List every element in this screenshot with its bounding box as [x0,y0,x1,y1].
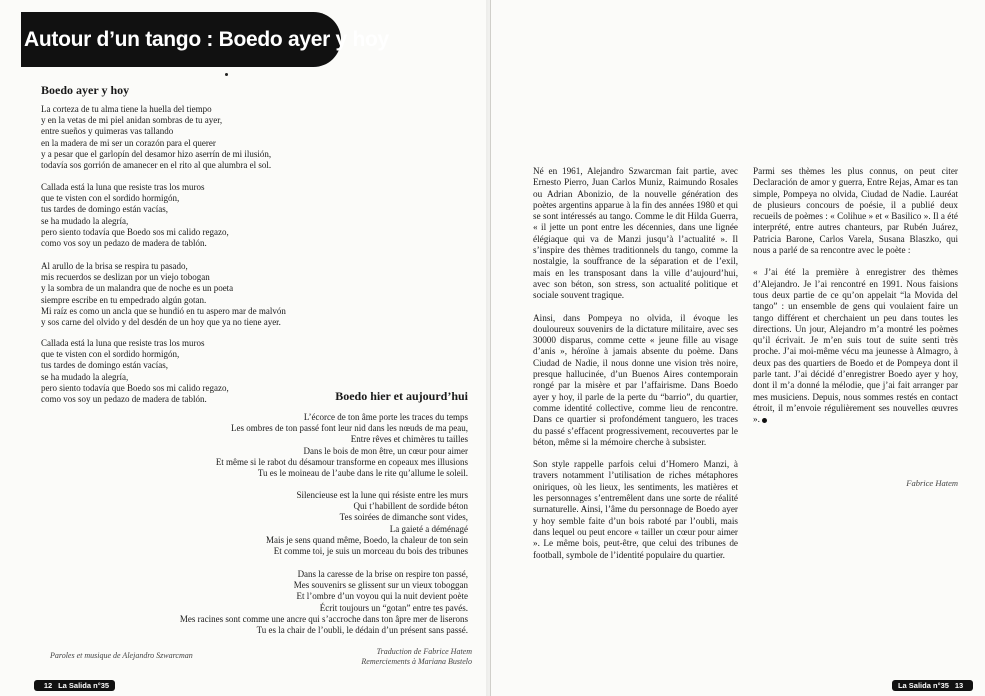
poem-line: que te visten con el sordido hormigón, [41,193,180,204]
spanish-poem-title: Boedo ayer y hoy [41,83,130,97]
poem-line: como vos soy un pedazo de madera de tablón. [41,238,207,249]
poem-line: Mi raíz es como un ancla que se hundió en tu aspero mar de malvón [41,305,286,316]
paragraph: Parmi ses thèmes les plus connus, on peut citer Declaración de amor y guerra, Entre Rejas, Amar es tan simple, Pompeya no olvida, Ciudad de Nadie. Lauréat de plusieurs concours de poésie, il a publié deux recueils de poèmes : « Colihue » et « Basilico ». Il a été interprété, entre autres chanteurs, par Rubén Juárez, Patricia Barone, Carlos Varela, Susana Blaszko, qui nous a parlé de sa rencontre avec le poète : [753,166,958,256]
left-page [0,0,491,696]
footer-right [892,680,973,691]
french-stanza-2 [266,490,468,557]
poem-line: Dans la caresse de la brise on respire ton passé, [297,569,468,579]
poem-line: Dans le bois de mon être, un cœur pour aimer [303,445,468,456]
poem-line: La gaieté a déménagé [389,523,468,534]
right-page [491,0,985,696]
poem-line: todavía sos gorrión de amanecer en el rito al que alumbra el sol. [41,160,272,171]
poem-line: Qui t’habillent de sordide béton [353,501,468,512]
poem-line: que te visten con el sordido hormigón, [41,349,180,360]
footer-left [34,680,115,691]
poem-line: Tu es la chair de l’oubli, le dédain d’un présent sans passé. [256,625,468,636]
poem-line: siempre escribe en tu empedrado algún gotan. [41,294,207,305]
magazine-name-right: La Salida n°35 [897,681,949,690]
poem-line: se ha mudado la alegría, [41,215,129,226]
end-of-article-icon [762,418,767,423]
paragraph: Né en 1961, Alejandro Szwarcman fait partie, avec Ernesto Pierro, Juan Carlos Muniz, Raimundo Rosales ou Adrian Abonizio, de la nouvelle génération des poètes argentins apparue à la fin des années 1980 et qui se sont intéressés au tango. Comme le dit Hilda Guerra, « il jette un pont entre les décennies, dans une lignée élégiaque qui va de Manzi jusqu’à l’actualité ». Il s’inspire des thèmes traditionnels du tango, comme la nostalgie, la souffrance de la séparation et de l’exil, mais en les transposant dans la ville d’aujourd’hui, avec son béton, son stress, son actualité politique et sociale souvent tragique. [533,166,738,301]
poem-line: Écrit toujours un “gotan” entre tes pavés. [319,602,468,613]
poem-line: en la madera de mi ser un corazón para el querer [41,137,216,148]
poem-line: mis recuerdos se deslizan por un viejo tobogan [41,272,210,283]
paragraph: Ainsi, dans Pompeya no olvida, il évoque les douloureux souvenirs de la dictature militaire, avec ses 30000 disparus, comme cette « jeune fille au visage d’anis », héroïne à jamais absente du poème. Dans Ciudad de Nadie, il nous donne une vision très noire, presque hallucinée, d’un Buenos Aires contemporain rongé par la misère et par l’affairisme. Dans Boedo ayer y hoy, il parle de la perte du “barrio”, du quartier, comme identité collective, comme lieu de rencontre. Dans ce quartier si profondément tanguero, les traces du passé s’effacent progressivement, recouvertes par le béton, même si la mémoire cherche à subsister. [533,312,738,447]
poem-line: Entre rêves et chimères tu tailles [350,434,468,445]
page-number-left: 12 [43,681,53,690]
poem-line: y la sombra de un malandra que de noche es un poeta [41,283,234,294]
translation-credit [361,647,472,667]
lyrics-credit: Paroles et musique de Alejandro Szwarcman [50,651,193,660]
spanish-stanza-1 [41,104,271,171]
poem-line: Tu es le moineau de l’aube dans le rite qu’allume le soleil. [257,468,468,479]
french-stanza-1 [216,412,468,479]
article-title-banner [21,12,389,67]
poem-line: como vos soy un pedazo de madera de tablón. [41,394,207,405]
page-number-right: 13 [954,681,964,690]
poem-line: L’écorce de ton âme porte les traces du temps [303,412,468,422]
poem-line: Mes souvenirs se glissent sur un vieux toboggan [293,580,468,591]
article-title: Autour d’un tango : Boedo ayer y hoy [24,27,389,51]
poem-line: Callada está la luna que resiste tras los muros [41,182,205,192]
poem-line: y a pesar que el garlopín del desamor hizo aserrín de mi ilusión, [41,148,272,159]
poem-line: tus tardes de domingo están vacías, [41,204,168,215]
paragraph [753,267,958,425]
translation-credit-line: Traduction de Fabrice Hatem [376,647,472,656]
article-column-1 [533,166,738,572]
spanish-stanza-3 [41,261,286,328]
poem-line: Mes racines sont comme une ancre qui s’accroche dans ton âpre mer de liserons [179,613,468,624]
article-column-2 [753,166,958,437]
poem-line: Al arullo de la brisa se respira tu pasado, [41,261,188,271]
poem-line: Et comme toi, je suis un morceau du bois des tribunes [273,546,468,557]
poem-line: se ha mudado la alegría, [41,371,129,382]
paragraph: Son style rappelle parfois celui d’Homero Manzi, à travers notamment l’utilisation de riches métaphores oniriques, où les lieux, les sentiments, les matières et les personnages s’entremêlent dans une sorte de réalité surnaturelle. Ainsi, l’âme du personnage de Boedo ayer y hoy semble faite d’un bois raboté par l’oubli, mais dans lequel ou peut encore « tailler un cœur pour aimer ». Le même bois, peut-être, que celui des tribunes de football, symbole de l’identité populaire du quartier. [533,459,738,560]
poem-line: Silencieuse est la lune qui résiste entre les murs [296,490,468,500]
poem-line: Mais je sens quand même, Boedo, la chaleur de ton sein [266,534,468,545]
poem-line: Callada está la luna que resiste tras los muros [41,338,205,348]
poem-line: y sos carne del olvido y del desdén de un hoy que ya no tiene ayer. [41,317,281,328]
poem-line: tus tardes de domingo están vacías, [41,360,168,371]
poem-line: Et même si le rabot du désamour transforme en copeaux mes illusions [215,456,468,467]
poem-line: y en la vetas de mi piel anidan sombras de tu ayer, [41,115,223,126]
poem-line: entre sueños y quimeras vas tallando [41,126,174,137]
magazine-name-left: La Salida n°35 [58,681,110,690]
french-poem-title: Boedo hier et aujourd’hui [335,389,468,403]
author-signature: Fabrice Hatem [906,478,958,488]
poem-line: Et l’ombre d’un voyou qui la nuit devient poète [296,591,468,602]
thanks-credit-line: Remerciements à Mariana Bustelo [361,657,472,666]
poem-line: Les ombres de ton passé font leur nid dans les nœuds de ma peau, [231,423,468,434]
spanish-stanza-4 [41,338,229,405]
french-stanza-3 [180,569,468,636]
poem-line: pero siento todavía que Boedo sos mi calido regazo, [41,382,229,393]
poem-line: Tes soirées de dimanche sont vides, [339,512,468,523]
quote-paragraph: « J’ai été la première à enregistrer des thèmes d’Alejandro. Je l’ai rencontré en 1991. Nous faisions tous deux partie de ce qu’on appelait “la Movida del tango” : un ensemble de gens qui voulaient faire un tango différent et cherchaient un peu dans toutes les directions. Un jour, Alejandro m’a montré les poèmes qu’il écrivait. Je m’en suis tout de suite senti très proche. J’ai moi-même vécu ma jeunesse à Almagro, à deux pas des quartiers de Boedo et de Pompeya dont il parle tant. J’ai décidé d’enregistrer Boedo ayer y hoy, dont il m’a donné la mélodie, que j’ai fait arranger par mes musiciens. Depuis, nous sommes restés en contact étroit, il m’envoie régulièrement ses nouvelles œuvres ». [753,267,958,425]
poem-line: pero siento todavía que Boedo sos mi calido regazo, [41,226,229,237]
spanish-stanza-2 [41,182,229,249]
decorative-dot [225,73,228,76]
poem-line: La corteza de tu alma tiene la huella del tiempo [41,104,212,114]
